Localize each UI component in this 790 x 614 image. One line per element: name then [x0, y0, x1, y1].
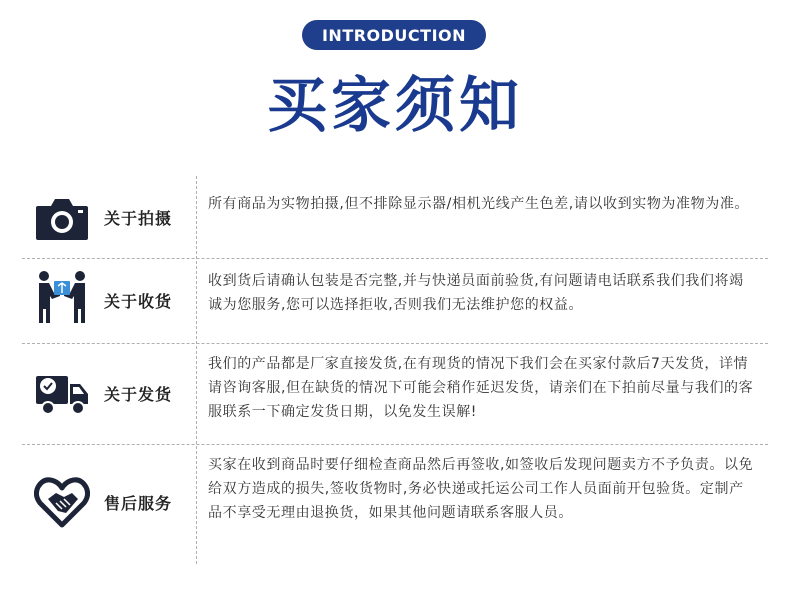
section-photography [22, 176, 768, 258]
section-text: 买家在收到商品时要仔细检查商品然后再签收,如签收后发现问题卖方不予负责。以免给双方造成的损失,签收货物时,务必快递或托运公司工作人员面前开包验货。定制产品不享受无理由退换货，如果其他问题请联系客服人员。 [208, 457, 754, 521]
delivery-truck-icon [34, 364, 90, 420]
handshake-heart-icon [34, 473, 90, 529]
section-after-sales [22, 445, 768, 564]
section-shipping [22, 344, 768, 444]
section-text: 我们的产品都是厂家直接发货,在有现货的情况下我们会在买家付款后7天发货，详情请咨询客服,但在缺货的情况下可能会稍作延迟发货，请亲们在下拍前尽量与我们的客服联系一下确定发货日期，以免发生误解! [208, 356, 754, 420]
section-label: 关于拍摄 [104, 209, 173, 228]
section-text: 收到货后请确认包装是否完整,并与快递员面前验货,有问题请电话联系我们我们将竭诚为您服务,您可以选择拒收,否则我们无法维护您的权益。 [208, 273, 744, 313]
section-label: 关于收货 [104, 292, 173, 311]
introduction-badge: INTRODUCTION [302, 20, 486, 50]
section-label: 关于发货 [104, 385, 173, 404]
section-label: 售后服务 [104, 494, 173, 513]
section-receiving [22, 259, 768, 343]
page-title: 买家须知 [267, 71, 523, 141]
notice-panel [22, 176, 768, 564]
section-text: 所有商品为实物拍摄,但不排除显示器/相机光线产生色差,请以收到实物为准物为准。 [208, 196, 750, 212]
camera-icon [34, 190, 90, 246]
receive-goods-icon [34, 269, 90, 325]
